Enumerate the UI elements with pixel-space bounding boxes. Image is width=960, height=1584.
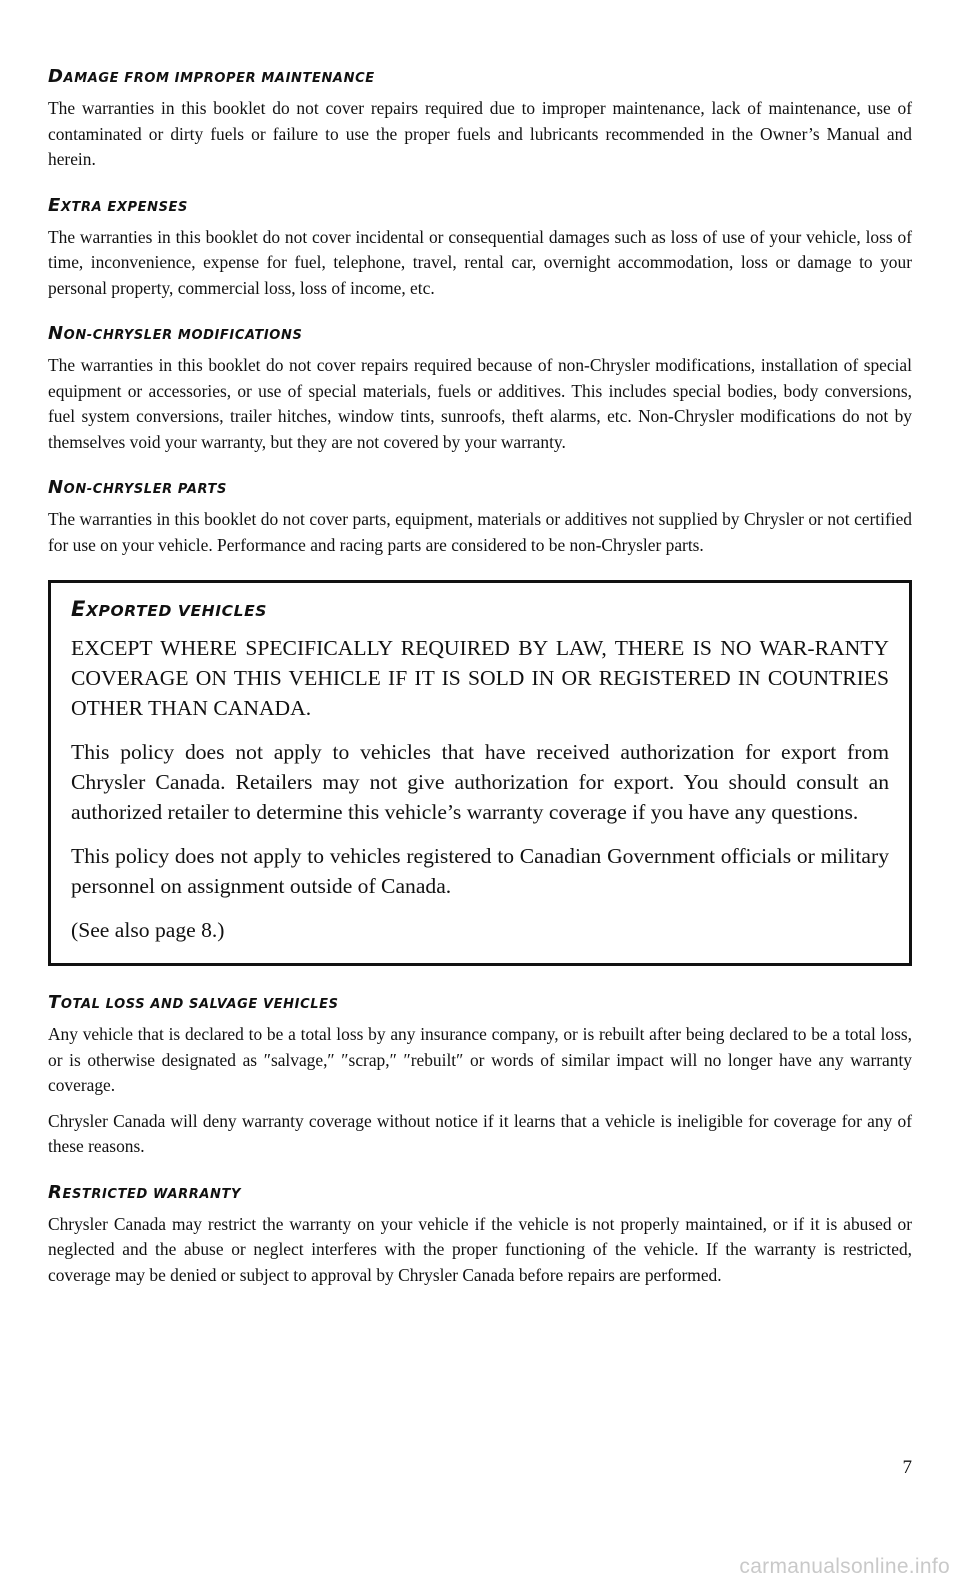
- box-paragraph: This policy does not apply to vehicles registered to Canadian Government officials or military personnel on assignment outside of Canada.: [71, 844, 889, 898]
- section-paragraph: The warranties in this booklet do not cover incidental or consequential damages such as loss of use of your vehicle, loss of time, inconvenience, expense for fuel, telephone, travel, rental car, overnight accommodation, loss or damage to your personal property, commercial loss, loss of income, etc.: [48, 226, 912, 298]
- heading-initial: E: [48, 194, 61, 216]
- exported-vehicles-box: [48, 580, 912, 966]
- section-heading: [48, 195, 912, 216]
- heading-initial: R: [48, 1181, 63, 1203]
- box-heading: [71, 597, 889, 621]
- heading-rest: ON-CHRYSLER PARTS: [63, 482, 227, 497]
- section-heading: [48, 66, 912, 87]
- heading-rest: AMAGE FROM IMPROPER MAINTENANCE: [63, 71, 375, 86]
- watermark: carmanualsonline.info: [739, 1555, 950, 1578]
- heading-initial: D: [48, 66, 64, 87]
- section-paragraph: The warranties in this booklet do not cover repairs required due to improper maintenance, lack of maintenance, use of contaminated or dirty fuels or failure to use the proper fuels and lubricants recommended in the Owner’s Manual and herein.: [48, 98, 912, 169]
- section-extra-expenses: [48, 195, 912, 302]
- section-total-loss-salvage: [48, 992, 912, 1160]
- section-paragraph: Chrysler Canada may restrict the warranty on your vehicle if the vehicle is not properly maintained, or if it is abused or neglected and the abuse or neglect interferes with the proper functioning of the vehicle. If the warranty is restricted, coverage may be denied or subject to approval by Chrysler Canada before repairs are performed.: [48, 1213, 912, 1285]
- box-paragraph: This policy does not apply to vehicles that have received authorization for export from Chrysler Canada. Retailers may not give authorization for export. You should consult an authorized retailer to determine this vehicle’s warranty coverage if you have any questions.: [71, 740, 889, 824]
- heading-initial: N: [48, 323, 64, 344]
- section-paragraph: Chrysler Canada will deny warranty coverage without notice if it learns that a vehicle is ineligible for coverage for any of these reasons.: [48, 1110, 912, 1156]
- section-paragraph: The warranties in this booklet do not cover repairs required because of non-Chrysler modifications, installation of special equipment or accessories, or use of special materials, fuels or additives. This includes special bodies, body conversions, fuel system conversions, trailer hitches, window tints, sunroofs, theft alarms, etc. Non-Chrysler modifications do not by themselves void your warranty, but they are not covered by your warranty.: [48, 355, 912, 452]
- section-heading: [48, 1182, 912, 1203]
- heading-rest: ESTRICTED WARRANTY: [62, 1186, 242, 1202]
- heading-initial: E: [71, 597, 86, 621]
- section-restricted-warranty: [48, 1182, 912, 1289]
- heading-initial: T: [48, 992, 61, 1013]
- heading-rest: OTAL LOSS AND SALVAGE VEHICLES: [60, 997, 339, 1012]
- box-paragraph: (See also page 8.): [71, 918, 225, 942]
- section-heading: [48, 992, 912, 1013]
- heading-rest: XTRA EXPENSES: [60, 199, 188, 215]
- section-damage-improper-maintenance: [48, 66, 912, 173]
- heading-initial: N: [48, 477, 64, 498]
- page-number: 7: [902, 1457, 912, 1478]
- document-page: [48, 66, 912, 1310]
- section-paragraph: The warranties in this booklet do not cover parts, equipment, materials or additives not supplied by Chrysler or not certified for use on your vehicle. Performance and racing parts are considered to be non-Chrysler parts.: [48, 509, 912, 555]
- section-heading: [48, 477, 912, 498]
- section-paragraph: Any vehicle that is declared to be a total loss by any insurance company, or is rebuilt after being declared to be a total loss, or is otherwise designated as ″salvage,″ ″scrap,″ ″rebuilt″ or words of similar impact will no longer have any warranty coverage.: [48, 1024, 912, 1095]
- sections-bottom: [48, 992, 912, 1288]
- box-paragraph: EXCEPT WHERE SPECIFICALLY REQUIRED BY LAW, THERE IS NO WAR-RANTY COVERAGE ON THIS VEHICLE IF IT IS SOLD IN OR REGISTERED IN COUNTRIES OTHER THAN CANADA.: [71, 636, 889, 720]
- section-heading: [48, 323, 912, 344]
- sections-top: [48, 66, 912, 558]
- heading-rest: ON-CHRYSLER MODIFICATIONS: [63, 328, 303, 343]
- section-non-chrysler-parts: [48, 477, 912, 558]
- section-non-chrysler-modifications: [48, 323, 912, 455]
- heading-rest: XPORTED VEHICLES: [85, 602, 268, 620]
